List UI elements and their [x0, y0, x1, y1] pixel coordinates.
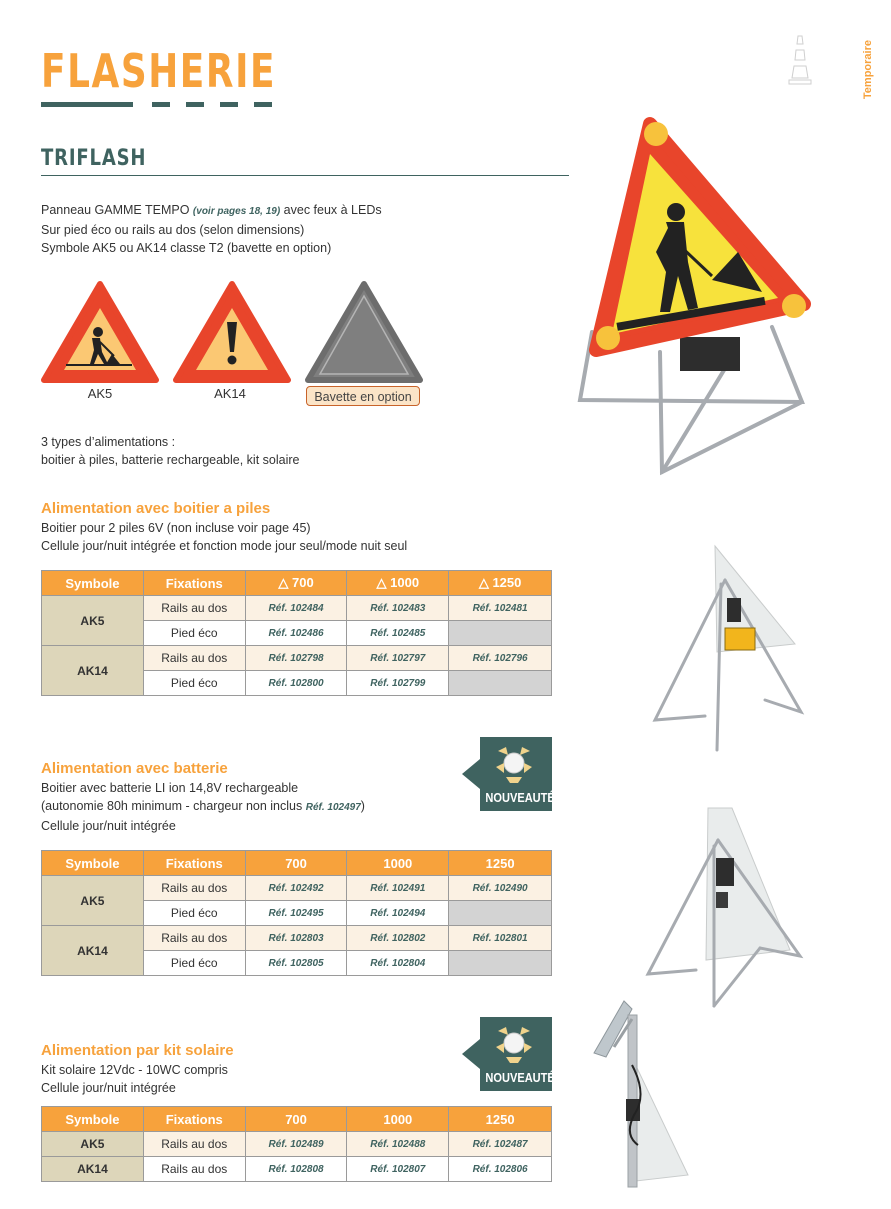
col-fixations: Fixations — [143, 851, 245, 876]
charger-reference: Réf. 102497 — [305, 802, 361, 813]
title-underline-dash — [254, 102, 272, 107]
triangle-icon: △ — [278, 575, 289, 590]
ak14-sign-icon — [172, 280, 292, 386]
ref-cell: Réf. 102800 — [245, 671, 347, 696]
power-line-2: boitier à piles, batterie rechargeable, kit solaire — [41, 453, 300, 467]
section2-line-3: Cellule jour/nuit intégrée — [41, 819, 176, 833]
col-1000 — [347, 571, 449, 596]
bavette-sign-icon — [304, 280, 424, 386]
ref-cell: Réf. 102495 — [245, 901, 347, 926]
product-description — [41, 201, 561, 257]
ref-cell: Réf. 102487 — [449, 1132, 552, 1157]
title-underline-dash — [186, 102, 204, 107]
fixation-cell: Pied éco — [143, 951, 245, 976]
triangle-icon: △ — [376, 575, 387, 590]
ref-cell: Réf. 102798 — [245, 646, 347, 671]
col-symbole: Symbole — [42, 851, 144, 876]
section1-line-2: Cellule jour/nuit intégrée et fonction mode jour seul/mode nuit seul — [41, 539, 408, 553]
ref-cell: Réf. 102485 — [347, 621, 449, 646]
power-types — [41, 433, 561, 469]
ref-cell: Réf. 102801 — [449, 926, 552, 951]
ref-cell: Réf. 102799 — [347, 671, 449, 696]
col-1000: 1000 — [347, 851, 449, 876]
product-underline — [41, 175, 569, 176]
section3-line-2: Cellule jour/nuit intégrée — [41, 1081, 176, 1095]
ref-cell: Réf. 102484 — [245, 596, 347, 621]
col-1250: 1250 — [449, 851, 552, 876]
battery-product-image — [640, 800, 815, 1010]
table-row — [42, 646, 552, 671]
side-tab-label: Temporaire — [862, 40, 874, 100]
product-name: TRIFLASH — [41, 146, 147, 171]
fixation-cell: Rails au dos — [143, 876, 245, 901]
empty-cell — [449, 621, 552, 646]
desc-text: avec feux à LEDs — [280, 203, 382, 217]
symbol-cell: AK5 — [42, 1132, 144, 1157]
ref-cell: Réf. 102805 — [245, 951, 347, 976]
section2-line-1: Boitier avec batterie LI ion 14,8V rechargeable — [41, 781, 299, 795]
ak14-label: AK14 — [214, 386, 246, 401]
table-row — [42, 596, 552, 621]
fixation-cell: Rails au dos — [143, 596, 245, 621]
symbol-cell: AK14 — [42, 646, 144, 696]
fixation-cell: Pied éco — [143, 671, 245, 696]
col-700: 700 — [245, 1107, 347, 1132]
col-symbole: Symbole — [42, 571, 144, 596]
new-badge-label: NOUVEAUTÉ — [485, 1070, 555, 1085]
col-1250-label: 1250 — [492, 575, 522, 590]
table-row — [42, 1157, 552, 1182]
fixation-cell: Pied éco — [143, 901, 245, 926]
fixation-cell: Pied éco — [143, 621, 245, 646]
symbol-cell: AK5 — [42, 596, 144, 646]
col-700-label: 700 — [292, 575, 314, 590]
col-fixations: Fixations — [143, 571, 245, 596]
ref-cell: Réf. 102492 — [245, 876, 347, 901]
ref-cell: Réf. 102802 — [347, 926, 449, 951]
ref-cell: Réf. 102797 — [347, 646, 449, 671]
col-1250 — [449, 571, 552, 596]
page-reference: (voir pages 18, 19) — [192, 206, 281, 217]
section2-description — [41, 779, 481, 835]
col-700: 700 — [245, 851, 347, 876]
title-underline — [41, 102, 133, 107]
table-header-row — [42, 1107, 552, 1132]
col-1000-label: 1000 — [390, 575, 420, 590]
ref-cell: Réf. 102808 — [245, 1157, 347, 1182]
ref-cell: Réf. 102796 — [449, 646, 552, 671]
section3-table — [41, 1106, 552, 1182]
col-symbole: Symbole — [42, 1107, 144, 1132]
symbol-cell: AK14 — [42, 926, 144, 976]
table-row — [42, 1132, 552, 1157]
battery-box-product-image — [645, 540, 815, 755]
section3-title: Alimentation par kit solaire — [41, 1042, 234, 1059]
ref-cell: Réf. 102803 — [245, 926, 347, 951]
triangle-icon: △ — [478, 575, 489, 590]
ref-cell: Réf. 102488 — [347, 1132, 449, 1157]
empty-cell — [449, 671, 552, 696]
bavette-badge: Bavette en option — [306, 386, 420, 406]
ak5-sign-icon — [40, 280, 160, 386]
ak5-label: AK5 — [87, 386, 113, 401]
section2-line-2-end: ) — [360, 799, 365, 813]
solar-kit-product-image — [588, 995, 698, 1190]
col-1000: 1000 — [347, 1107, 449, 1132]
fixation-cell: Rails au dos — [143, 1132, 245, 1157]
ref-cell: Réf. 102807 — [347, 1157, 449, 1182]
section2-title: Alimentation avec batterie — [41, 760, 228, 777]
power-line-1: 3 types d’alimentations : — [41, 435, 176, 449]
empty-cell — [449, 951, 552, 976]
desc-text: Panneau GAMME TEMPO — [41, 203, 193, 217]
desc-line-3: Symbole AK5 ou AK14 classe T2 (bavette en option) — [41, 241, 332, 255]
ref-cell: Réf. 102490 — [449, 876, 552, 901]
page-title: FLASHERIE — [41, 44, 277, 98]
cone-icon — [786, 32, 814, 88]
ref-cell: Réf. 102483 — [347, 596, 449, 621]
ref-cell: Réf. 102491 — [347, 876, 449, 901]
new-badge-label: NOUVEAUTÉ — [485, 790, 555, 805]
symbol-cell: AK5 — [42, 876, 144, 926]
section2-table — [41, 850, 552, 976]
section1-title: Alimentation avec boitier a piles — [41, 500, 271, 517]
table-row — [42, 876, 552, 901]
table-row — [42, 926, 552, 951]
section2-line-2: (autonomie 80h minimum - chargeur non inclus — [41, 799, 306, 813]
new-badge — [462, 737, 555, 809]
side-tab — [862, 40, 884, 140]
col-700 — [245, 571, 347, 596]
empty-cell — [449, 901, 552, 926]
ref-cell: Réf. 102494 — [347, 901, 449, 926]
desc-line-2: Sur pied éco ou rails au dos (selon dimensions) — [41, 223, 305, 237]
triflash-product-image — [572, 112, 822, 482]
fixation-cell: Rails au dos — [143, 646, 245, 671]
title-underline-dash — [220, 102, 238, 107]
ref-cell: Réf. 102489 — [245, 1132, 347, 1157]
ref-cell: Réf. 102481 — [449, 596, 552, 621]
ref-cell: Réf. 102806 — [449, 1157, 552, 1182]
ref-cell: Réf. 102804 — [347, 951, 449, 976]
col-1250: 1250 — [449, 1107, 552, 1132]
section1-description — [41, 519, 561, 555]
col-fixations: Fixations — [143, 1107, 245, 1132]
new-badge — [462, 1017, 555, 1089]
title-underline-dash — [152, 102, 170, 107]
section1-table — [41, 570, 552, 696]
section1-line-1: Boitier pour 2 piles 6V (non incluse voir page 45) — [41, 521, 311, 535]
table-header-row — [42, 571, 552, 596]
table-header-row — [42, 851, 552, 876]
section3-description — [41, 1061, 481, 1097]
fixation-cell: Rails au dos — [143, 1157, 245, 1182]
fixation-cell: Rails au dos — [143, 926, 245, 951]
section3-line-1: Kit solaire 12Vdc - 10WC compris — [41, 1063, 228, 1077]
symbol-cell: AK14 — [42, 1157, 144, 1182]
ref-cell: Réf. 102486 — [245, 621, 347, 646]
